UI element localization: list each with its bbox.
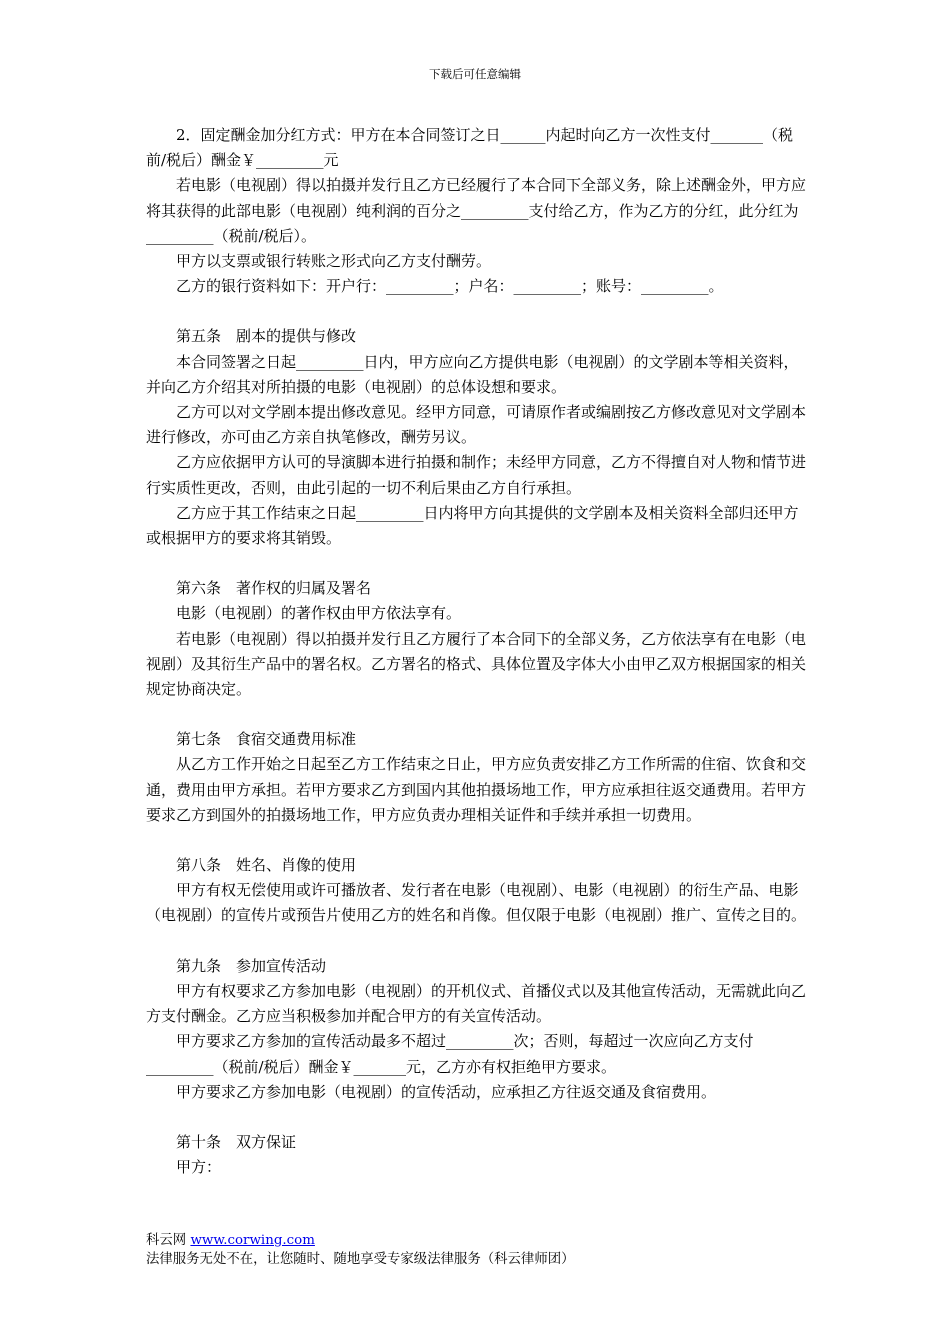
heading-article-8: 第八条 姓名、肖像的使用 bbox=[176, 856, 357, 875]
footer-tagline: 法律服务无处不在，让您随时、随地享受专家级法律服务（科云律师团） bbox=[146, 1252, 575, 1267]
paragraph-gap bbox=[146, 929, 810, 954]
paragraph-name-portrait: 甲方有权无偿使用或许可播放者、发行者在电影（电视剧）、电影（电视剧）的衍生产品、电影（电视剧）的宣传片或预告片使用乙方的姓名和肖像。但仅限于电影（电视剧）推广、宣传之目的。 bbox=[146, 881, 807, 925]
paragraph-lodging-transport: 从乙方工作开始之日起至乙方工作结束之日止，甲方应负责安排乙方工作所需的住宿、饮食和交通，费用由甲方承担。若甲方要求乙方到国内其他拍摄场地工作，甲方应承担往返交通费用。若甲方要求乙方到国外的拍摄场地工作，甲方应负责办理相关证件和手续并承担一切费用。 bbox=[146, 755, 807, 824]
paragraph-script-return: 乙方应于其工作结束之日起_________日内将甲方向其提供的文学剧本及相关资料全部归还甲方或根据甲方的要求将其销毁。 bbox=[146, 503, 799, 548]
header-note: 下载后可任意编辑 bbox=[429, 67, 521, 81]
paragraph-party-a: 甲方： bbox=[176, 1158, 222, 1177]
paragraph-dividend: 若电影（电视剧）得以拍摄并发行且乙方已经履行了本合同下全部义务，除上述酬金外，甲方应将其获得的此部电影（电视剧）纯利润的百分之_________支付给乙方，作为乙方的分红，此分红为_________（税前/税后）。 bbox=[146, 176, 807, 245]
paragraph-shooting-script: 乙方应依据甲方认可的导演脚本进行拍摄和制作；未经甲方同意，乙方不得擅自对人物和情节进行实质性更改，否则，由此引起的一切不利后果由乙方自行承担。 bbox=[146, 453, 807, 497]
paragraph-promotion-limit: 甲方要求乙方参加的宣传活动最多不超过_________次；否则，每超过一次应向乙方支付_________（税前/税后）酬金￥_______元，乙方亦有权拒绝甲方要求。 bbox=[146, 1032, 754, 1076]
paragraph-copyright: 电影（电视剧）的著作权由甲方依法享有。 bbox=[176, 604, 462, 623]
heading-article-9: 第九条 参加宣传活动 bbox=[176, 956, 327, 975]
paragraph-gap bbox=[146, 702, 810, 727]
heading-article-6: 第六条 著作权的归属及署名 bbox=[176, 579, 372, 598]
paragraph-fee-method: 2．固定酬金加分红方式：甲方在本合同签订之日______内起时向乙方一次性支付_______（税前/税后）酬金￥_________元 bbox=[146, 126, 794, 170]
paragraph-script-provision: 本合同签署之日起_________日内，甲方应向乙方提供电影（电视剧）的文学剧本等相关资料，并向乙方介绍其对所拍摄的电影（电视剧）的总体设想和要求。 bbox=[146, 352, 799, 396]
document-body bbox=[146, 123, 810, 1180]
paragraph-payment-form: 甲方以支票或银行转账之形式向乙方支付酬劳。 bbox=[176, 252, 492, 271]
paragraph-gap bbox=[146, 828, 810, 853]
footer-site-line bbox=[146, 1231, 575, 1250]
heading-article-5: 第五条 剧本的提供与修改 bbox=[176, 327, 357, 346]
paragraph-credit: 若电影（电视剧）得以拍摄并发行且乙方履行了本合同下的全部义务，乙方依法享有在电影（电视剧）及其衍生产品中的署名权。乙方署名的格式、具体位置及字体大小由甲乙双方根据国家的相关规定协商决定。 bbox=[146, 629, 807, 699]
paragraph-promotion: 甲方有权要求乙方参加电影（电视剧）的开机仪式、首播仪式以及其他宣传活动，无需就此向乙方支付酬金。乙方应当积极参加并配合甲方的有关宣传活动。 bbox=[146, 981, 807, 1026]
paragraph-promotion-cost: 甲方要求乙方参加电影（电视剧）的宣传活动，应承担乙方往返交通及食宿费用。 bbox=[176, 1082, 717, 1101]
paragraph-script-revision: 乙方可以对文学剧本提出修改意见。经甲方同意，可请原作者或编剧按乙方修改意见对文学剧本进行修改，亦可由乙方亲自执笔修改，酬劳另议。 bbox=[146, 403, 807, 447]
paragraph-bank-info: 乙方的银行资料如下：开户行：_________；户名：_________；账号：_________。 bbox=[176, 277, 724, 296]
paragraph-gap bbox=[146, 551, 810, 576]
page-footer bbox=[146, 1231, 575, 1269]
footer-site-name: 科云网 bbox=[146, 1233, 187, 1248]
paragraph-gap bbox=[146, 299, 810, 324]
heading-article-7: 第七条 食宿交通费用标准 bbox=[176, 730, 357, 749]
footer-site-link[interactable]: www.corwing.com bbox=[190, 1233, 315, 1248]
paragraph-gap bbox=[146, 1105, 810, 1130]
heading-article-10: 第十条 双方保证 bbox=[176, 1132, 297, 1151]
